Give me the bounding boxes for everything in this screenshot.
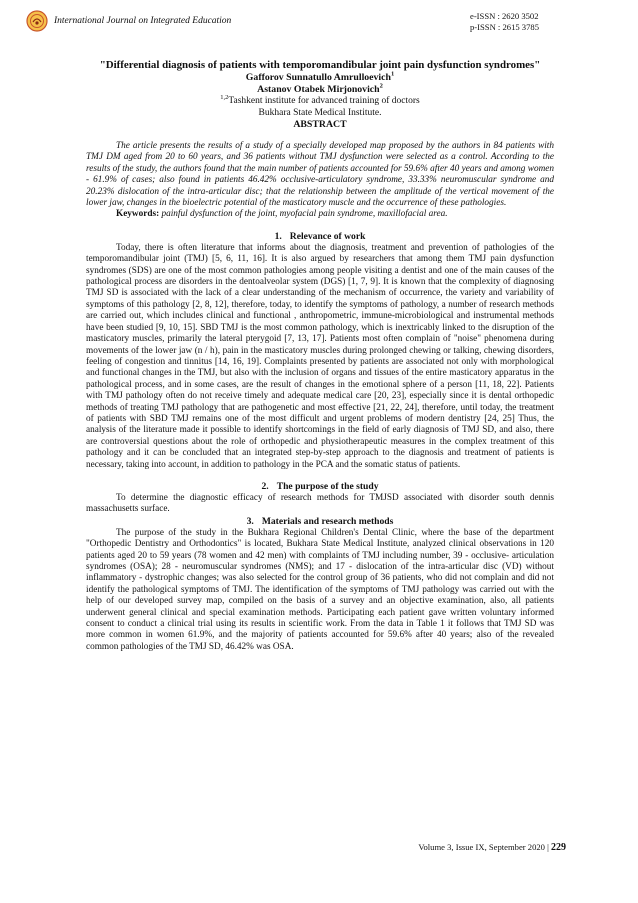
- affiliation-line-1: [86, 93, 554, 108]
- journal-name: International Journal on Integrated Education: [54, 16, 232, 26]
- section-2-text: To determine the diagnostic efficacy of research methods for TMJSD associated with disorder south dennis massachusetts surface.: [86, 492, 554, 515]
- author-2: [86, 84, 554, 96]
- author-1-sup: 1: [390, 70, 395, 78]
- abstract-text: The article presents the results of a study of a specially developed map proposed by the authors in 84 patients with TMJ DM aged from 20 to 60 years, and 36 patients without TMJ dysfunction were selected as a control. According to the results of the study, the authors found that the main number of patients accounted for 59.6% after 40 years and among women - 61.9% of cases; also found in patients 46.42% occlusive-articulatory syndrome, 33.33% neuromuscular syndrome and 20.23% dislocation of the intra-articular disc; that the relationship between the amplitude of the vertical movement of the lower jaw, changes in the bioelectric potential of the masticatory muscle and the occurrence of these pathologies.: [86, 141, 554, 209]
- page-footer: [418, 842, 566, 853]
- keywords: [86, 209, 554, 220]
- section-1-number: 1.: [274, 230, 282, 242]
- author-2-sup: 2: [379, 82, 383, 90]
- abstract-heading: ABSTRACT: [293, 119, 347, 130]
- section-1-text: Today, there is often literature that informs about the diagnosis, treatment and prevention of pathologies of the temporomandibular joint (TMJ) [5, 6, 11, 16]. It is also argued by researchers that among them TMJ pain dysfunction syndromes (SDS) are one of the most common pathologies among people visiting a dentist and one of the main causes of the pathological process are disorders in the dentoalveolar system (DGS) [1, 7, 9]. It is known that the complexity of diagnosing TMJ SD is associated with the lack of a clear understanding of the mechanism of occurrence, the variety and variability of symptoms of this pathology [2, 8, 12], therefore, today, to identify the symptoms of pathology, a number of research methods are carried out, which includes clinical and functional , anthropometric, immune-microbiological and instrumental methods have been studied [9, 10, 15]. SBD TMJ is the most common pathology, which is inextricably linked to the disruption of the masticatory muscles, primarily the lateral pterygoid [7, 13, 17]. Patients most often complain of "noise" phenomena during movements of the lower jaw (n / h), pain in the masticatory muscles during prolonged chewing or talking, chewing disorders, feeling of congestion and tinnitus [14, 16, 19]. Complaints presented by patients are associated not only with morphological and functional changes in the TMJ, but also with the inclusion of organs and tissues of the entire masticatory apparatus in the pathological process, and in some cases, are the result of changes in the emotional sphere of a person [11, 18, 22]. Patients with TMJ pathology often do not receive timely and adequate medical care [20, 23], especially since it is dental orthopedic methods of treating TMJ pathology that are pathogenetic and most effective [21, 22, 24], therefore, until today, the treatment of patients with SBD TMJ remains one of the most difficult and urgent problems of modern dentistry [24, 25] Thus, the analysis of the literature made it possible to identify shortcomings in the field of early diagnosis of TMJ SD, and also, there are controversial questions about the role of orthopedic and physiotherapeutic measures in the complex treatment of this pathology and it can be concluded that an integrated step-by-step approach to the diagnosis and treatment of patients is necessary, taking into account, in addition to pathology in the PCA and the somatic status of patients.: [86, 242, 554, 470]
- affiliation-sup: 1,2: [220, 93, 229, 101]
- pissn: p-ISSN : 2615 3785: [470, 22, 539, 32]
- issn-block: [470, 11, 539, 33]
- section-2-title: The purpose of the study: [276, 480, 379, 492]
- section-3-heading: [86, 516, 554, 528]
- affiliation-1: Tashkent institute for advanced training of doctors: [228, 96, 420, 106]
- author-2-name: Astanov Otabek Mirjonovich: [257, 84, 380, 95]
- section-3-number: 3.: [246, 515, 254, 527]
- keywords-label: Keywords:: [116, 209, 160, 220]
- page-number: 229: [551, 842, 566, 853]
- article-body: [86, 59, 554, 653]
- section-3-title: Materials and research methods: [261, 515, 394, 527]
- section-2-heading: [86, 481, 554, 493]
- author-1: [86, 72, 554, 84]
- affiliation-line-2: Bukhara State Medical Institute.: [258, 107, 382, 118]
- eissn: e-ISSN : 2620 3502: [470, 11, 539, 21]
- keywords-text: painful dysfunction of the joint, myofacial pain syndrome, maxillofacial area.: [161, 209, 448, 220]
- article-title: "Differential diagnosis of patients with temporomandibular joint pain dysfunction syndromes": [99, 59, 541, 71]
- section-1-title: Relevance of work: [289, 230, 366, 242]
- footer-issue: Volume 3, Issue IX, September 2020 |: [418, 842, 549, 852]
- author-1-name: Gafforov Sunnatullo Amrulloevich: [245, 72, 391, 83]
- section-1-heading: [86, 231, 554, 243]
- journal-logo-icon: [26, 10, 48, 32]
- section-3-text: The purpose of the study in the Bukhara Regional Children's Dental Clinic, where the base of the department "Orthopedic Dentistry and Orthodontics" is located, Bukhara State Medical Institute, analyzed clinical observations in 120 patients aged 20 to 59 years (78 women and 42 men) with complaints of TMJ including number, 39 - occlusive- articulation syndromes (OSA); 28 - neuromuscular syndromes (NMS); and 17 - dislocation of the intra-articular disc (VD) without inflammatory - dystrophic changes; was also selected for the control group of 36 patients, who did not complain and did not identify the pathological symptoms of TMJ. The identification of the symptoms of TMJ pathology was carried out with the help of our developed survey map, compiled on the basis of a survey and an objective examination, also, all patients underwent general clinical and special examination methods. Participating each patient gave written voluntary informed consent to conduct a clinical trial using its results in scientific work. From the data in Table 1 it follows that TMJ SD was more common in women 61.9%, and the majority of patients accounted for 59.6% after 40 years; also of the revealed common pathologies of the TMJ SD, 46.42% was OSA.: [86, 527, 554, 652]
- section-2-number: 2.: [261, 480, 269, 492]
